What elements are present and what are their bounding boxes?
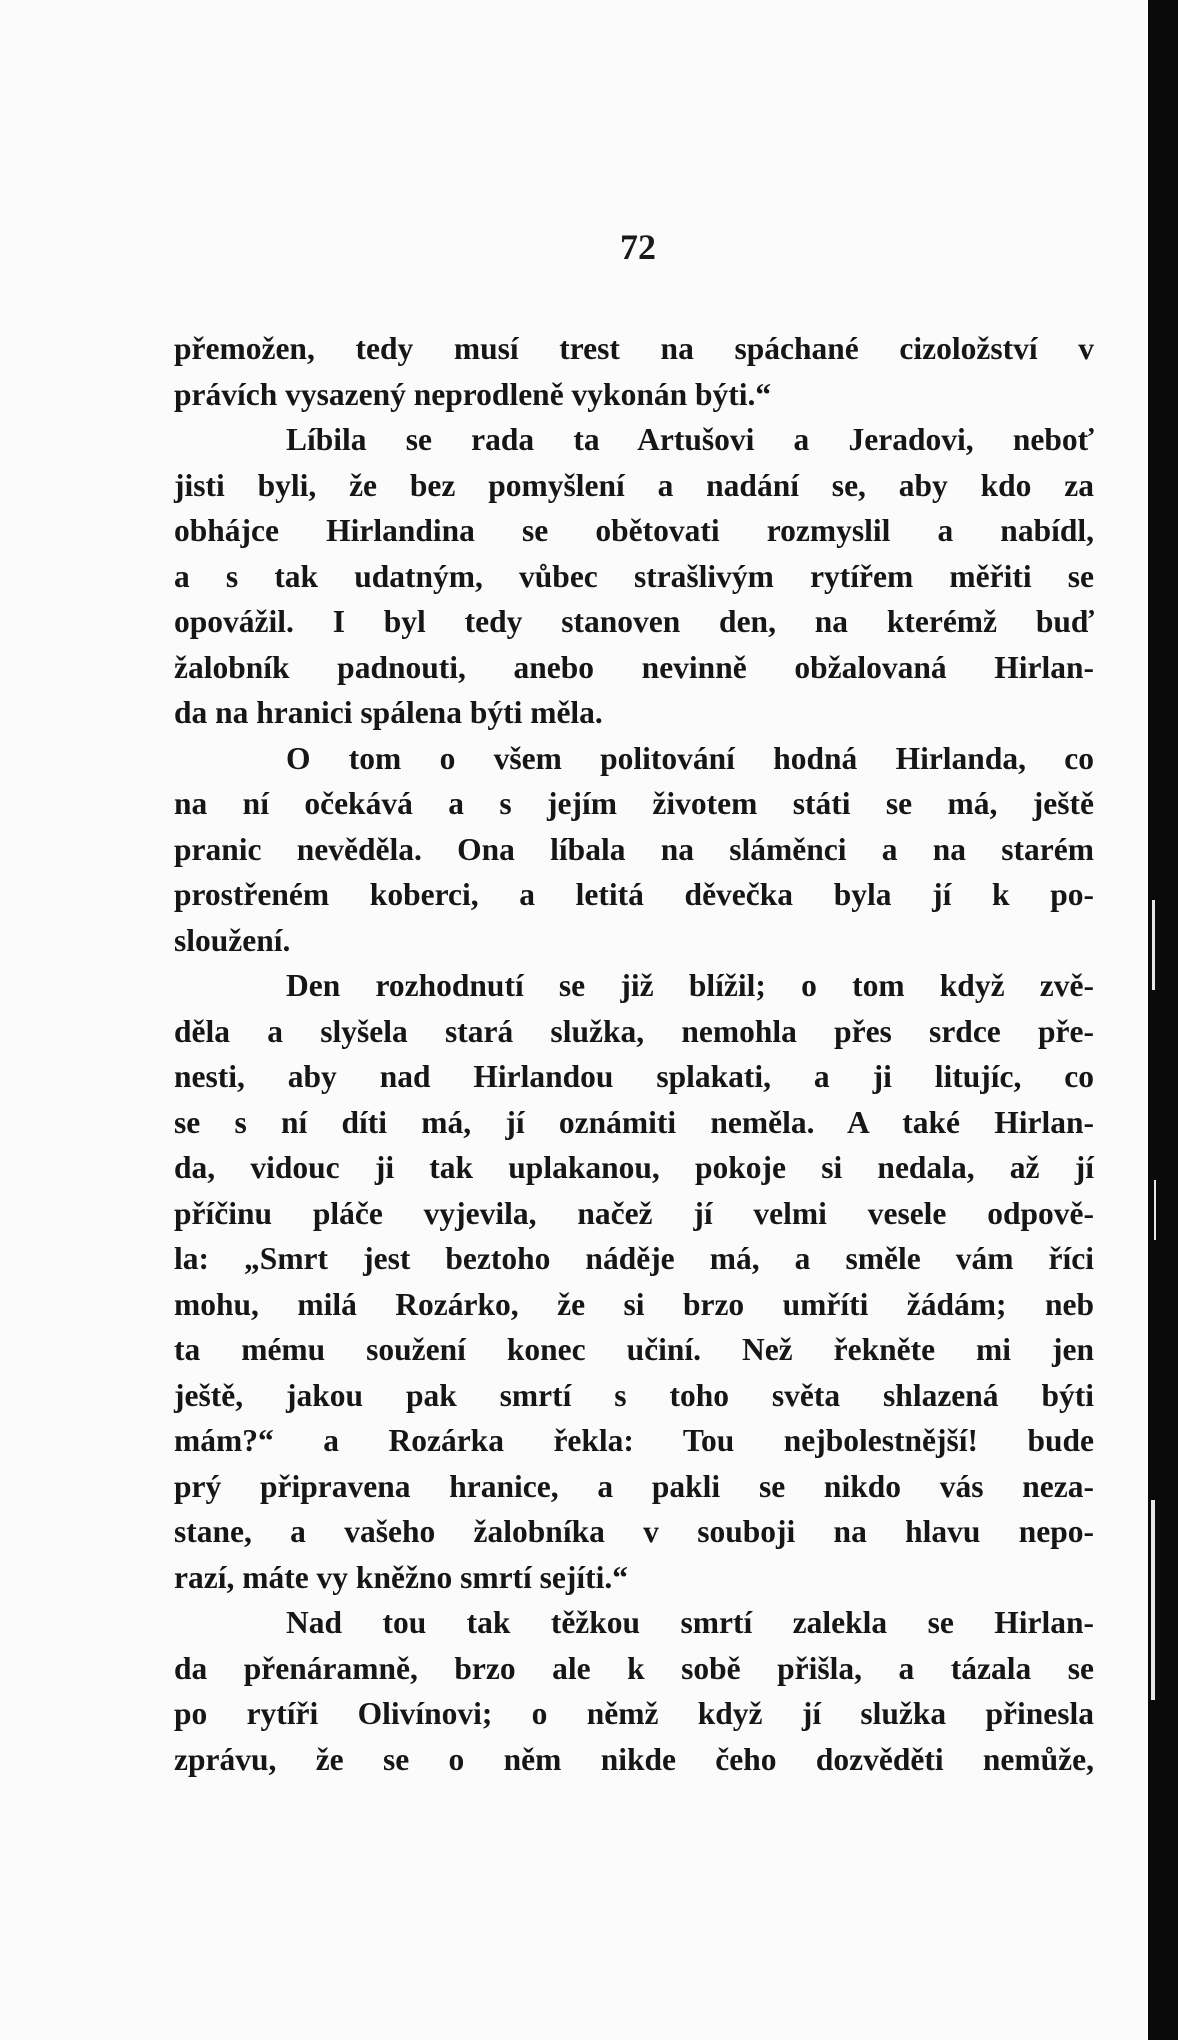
text-line: stane, a vašeho žalobníka v souboji na hlavu nepo- <box>174 1514 1094 1549</box>
text-line: pranic nevěděla. Ona líbala na sláměnci a na starém <box>174 831 1094 867</box>
page-number: 72 <box>620 227 656 267</box>
edge-mark <box>1151 1500 1155 1700</box>
text-line: Líbila se rada ta Artušovi a Jeradovi, neboť <box>286 422 1094 457</box>
text-line: nesti, aby nad Hirlandou splakati, a ji litujíc, co <box>174 1059 1094 1094</box>
text-line: da na hranici spálena býti měla. <box>174 695 603 730</box>
text-line: opovážil. I byl tedy stanoven den, na kterémž buď <box>174 604 1094 639</box>
text-line: obhájce Hirlandina se obětovati rozmyslil a nabídl, <box>174 513 1094 548</box>
text-line: razí, máte vy kněžno smrtí sejíti.“ <box>174 1559 629 1595</box>
text-line: děla a slyšela stará služka, nemohla přes srdce pře- <box>174 1013 1094 1049</box>
text-line: jisti byli, že bez pomyšlení a nadání se, aby kdo za <box>174 467 1094 503</box>
text-line: mám?“ a Rozárka řekla: Tou nejbolestnější! bude <box>174 1423 1094 1458</box>
text-line: na ní očekává a s jejím životem státi se má, ještě <box>174 786 1094 821</box>
text-line: da, vidouc ji tak uplakanou, pokoje si nedala, až jí <box>174 1150 1094 1185</box>
text-line: Den rozhodnutí se již blížil; o tom když zvě- <box>286 968 1094 1003</box>
book-spine-edge <box>1148 0 1178 2040</box>
text-line: žalobník padnouti, anebo nevinně obžalovaná Hirlan- <box>174 649 1094 685</box>
text-line: se s ní díti má, jí oznámiti neměla. A také Hirlan- <box>174 1104 1094 1140</box>
text-line: sloužení. <box>174 922 291 958</box>
text-line: po rytíři Olivínovi; o němž když jí služka přinesla <box>174 1696 1094 1731</box>
text-line: prostřeném koberci, a letitá děvečka byla jí k po- <box>174 877 1094 912</box>
text-line: ještě, jakou pak smrtí s toho světa shlazená býti <box>174 1377 1094 1413</box>
text-line: ta mému soužení konec učiní. Než řekněte mi jen <box>174 1332 1094 1367</box>
text-line: právích vysazený neprodleně vykonán býti.“ <box>174 376 772 412</box>
text-line: zprávu, že se o něm nikde čeho dozvěděti nemůže, <box>174 1741 1094 1777</box>
text-line: da přenáramně, brzo ale k sobě přišla, a tázala se <box>174 1650 1094 1686</box>
text-line: O tom o všem politování hodná Hirlanda, co <box>286 740 1094 776</box>
text-line: prý připravena hranice, a pakli se nikdo vás neza- <box>174 1468 1094 1504</box>
edge-mark <box>1152 900 1155 990</box>
text-line: mohu, milá Rozárko, že si brzo umříti žádám; neb <box>174 1286 1094 1322</box>
page-text <box>174 326 1094 1782</box>
edge-mark <box>1154 1180 1156 1240</box>
text-line: Nad tou tak těžkou smrtí zalekla se Hirlan- <box>286 1605 1094 1640</box>
text-line: a s tak udatným, vůbec strašlivým rytířem měřiti se <box>174 558 1094 594</box>
text-line: la: „Smrt jest beztoho náděje má, a směle vám říci <box>174 1241 1094 1276</box>
text-line: příčinu pláče vyjevila, načež jí velmi vesele odpově- <box>174 1195 1094 1231</box>
text-line: přemožen, tedy musí trest na spáchané cizoložství v <box>174 331 1094 366</box>
